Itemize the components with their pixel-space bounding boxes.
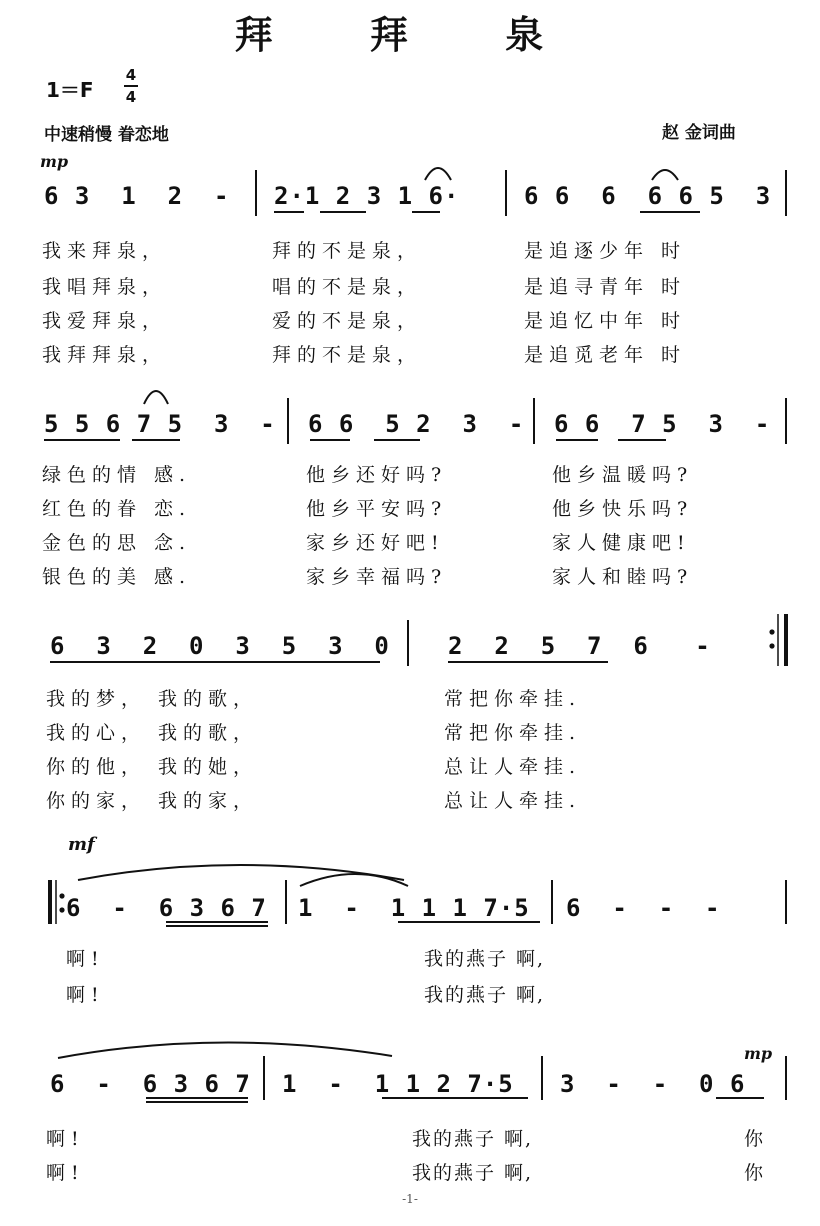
s1-v3-m1: 我爱拜泉， (42, 310, 168, 332)
s2-v4-m2: 家乡幸福吗? (306, 566, 448, 588)
s1-v2-m2: 唱的不是泉， (272, 276, 423, 298)
dynamic-mp-end: mp (744, 1044, 773, 1063)
system5-measure1: 6 - 6 3 6 7 (50, 1070, 251, 1098)
song-title: 拜 拜 泉 (234, 12, 586, 57)
s1-v1-m1: 我来拜泉， (42, 240, 168, 262)
system1-measure2: 2·1 2 3 1 6· (274, 182, 460, 210)
tempo-marking: 中速稍慢 眷恋地 (44, 125, 169, 145)
s2-v3-m1: 金色的思 念. (42, 532, 192, 554)
s5-v1-m3: 你 (744, 1128, 770, 1150)
s5-v2-m3: 你 (744, 1162, 770, 1184)
key-signature: 1＝F (46, 78, 94, 102)
system1-measure1: 6 3 1 2 - (44, 182, 230, 210)
system2-measure3: 6 6 7 5 3 - (554, 410, 771, 438)
s3-v1-m1: 我的梦， 我的歌， (46, 688, 259, 710)
s3-v4-m1: 你的家， 我的家， (46, 790, 259, 812)
system4-measure2: 1 - 1 1 1 7·5 (298, 894, 530, 922)
s2-v3-m3: 家人健康吧! (552, 532, 691, 554)
s1-v3-m3: 是追忆中年 时 (524, 310, 687, 332)
s5-v2-m2: 我的燕子 啊, (412, 1162, 534, 1184)
s2-v3-m2: 家乡还好吧! (306, 532, 445, 554)
s1-v4-m1: 我拜拜泉， (42, 344, 168, 366)
s2-v2-m2: 他乡平安吗? (306, 498, 448, 520)
slur (425, 168, 451, 180)
slur (652, 170, 678, 180)
slur (144, 391, 168, 404)
system5-measure3: 3 - - 0 6 (560, 1070, 746, 1098)
repeat-dot (59, 893, 64, 898)
dynamic-mp: mp (40, 152, 69, 171)
page-number: -1- (402, 1192, 418, 1206)
s4-v2-m2: 我的燕子 啊, (424, 984, 546, 1006)
s5-v2-m1: 啊! (46, 1162, 85, 1184)
s1-v4-m2: 拜的不是泉， (272, 344, 423, 366)
system4-measure3: 6 - - - (566, 894, 721, 922)
system2-measure2: 6 6 5 2 3 - (308, 410, 525, 438)
slur (300, 874, 408, 886)
s4-v2-m1: 啊! (66, 984, 105, 1006)
repeat-dot (59, 907, 64, 912)
s4-v1-m2: 我的燕子 啊, (424, 948, 546, 970)
s3-v4-m2: 总让人牵挂. (444, 790, 582, 812)
s3-v2-m1: 我的心， 我的歌， (46, 722, 259, 744)
s1-v2-m3: 是追寻青年 时 (524, 276, 687, 298)
system1-measure3: 6 6 6 6 6 5 3 (524, 182, 772, 210)
s3-v3-m2: 总让人牵挂. (444, 756, 582, 778)
s2-v1-m1: 绿色的情 感. (42, 464, 192, 486)
system2-measure1: 5 5 6 7 5 3 - (44, 410, 276, 438)
s4-v1-m1: 啊! (66, 948, 105, 970)
s1-v4-m3: 是追觅老年 时 (524, 344, 687, 366)
system3-measure2: 2 2 5 7 6 - (448, 632, 711, 660)
s2-v2-m1: 红色的眷 恋. (42, 498, 192, 520)
system4-measure1: 6 - 6 3 6 7 (66, 894, 267, 922)
time-denominator: 4 (125, 88, 137, 106)
s5-v1-m2: 我的燕子 啊, (412, 1128, 534, 1150)
system5-measure2: 1 - 1 1 2 7·5 (282, 1070, 514, 1098)
s1-v1-m3: 是追逐少年 时 (524, 240, 687, 262)
s2-v1-m3: 他乡温暖吗? (552, 464, 694, 486)
s2-v1-m2: 他乡还好吗? (306, 464, 448, 486)
composer-credit: 赵 金词曲 (662, 123, 736, 143)
dynamic-mf: mf (68, 834, 95, 855)
time-numerator: 4 (125, 66, 137, 84)
s2-v4-m1: 银色的美 感. (42, 566, 192, 588)
s3-v2-m2: 常把你牵挂. (444, 722, 582, 744)
repeat-dot (769, 629, 774, 634)
slur (58, 1042, 392, 1058)
s3-v1-m2: 常把你牵挂. (444, 688, 582, 710)
s1-v2-m1: 我唱拜泉， (42, 276, 168, 298)
s1-v1-m2: 拜的不是泉， (272, 240, 423, 262)
system3-measure1: 6 3 2 0 3 5 3 0 (50, 632, 390, 660)
s2-v4-m3: 家人和睦吗? (552, 566, 694, 588)
s2-v2-m3: 他乡快乐吗? (552, 498, 694, 520)
s3-v3-m1: 你的他， 我的她， (46, 756, 259, 778)
repeat-dot (769, 643, 774, 648)
s1-v3-m2: 爱的不是泉， (272, 310, 423, 332)
slur (78, 865, 404, 880)
s5-v1-m1: 啊! (46, 1128, 85, 1150)
